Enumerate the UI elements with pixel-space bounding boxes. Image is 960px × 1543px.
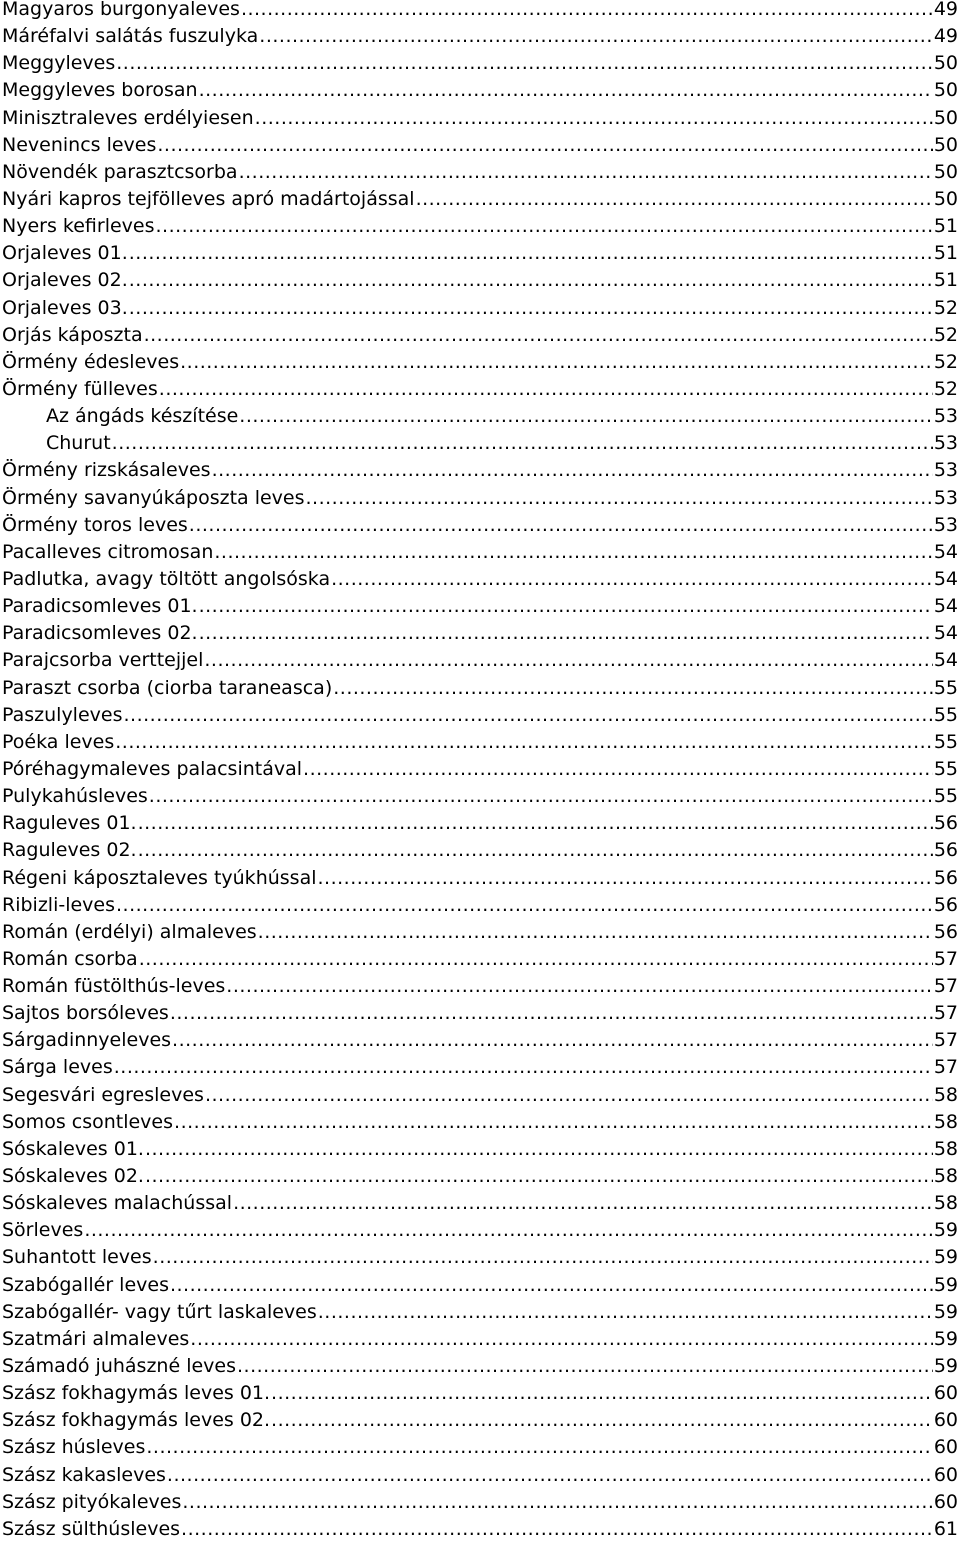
toc-entry-title: Poéka leves bbox=[2, 730, 115, 753]
toc-page-number: 53 bbox=[933, 513, 958, 536]
toc-page-number: 60 bbox=[933, 1409, 958, 1432]
toc-entry[interactable] bbox=[2, 1380, 958, 1407]
toc-page-number: 58 bbox=[933, 1137, 958, 1160]
toc-entry[interactable] bbox=[2, 566, 958, 593]
toc-dot-leader bbox=[116, 50, 933, 77]
toc-entry-title: Paradicsomleves 02. bbox=[2, 622, 198, 645]
toc-dot-leader bbox=[259, 23, 933, 50]
toc-dot-leader bbox=[138, 837, 933, 864]
toc-dot-leader bbox=[172, 1027, 933, 1054]
toc-entry-title: Román füstölthús-leves bbox=[2, 975, 226, 998]
toc-dot-leader bbox=[318, 1299, 933, 1326]
toc-entry[interactable] bbox=[2, 620, 958, 647]
toc-entry-title: Szabógallér- vagy tűrt laskaleves bbox=[2, 1300, 317, 1323]
toc-entry-title: Növendék parasztcsorba bbox=[2, 160, 238, 183]
table-of-contents bbox=[2, 0, 958, 1543]
toc-entry[interactable] bbox=[2, 1244, 958, 1271]
toc-dot-leader bbox=[214, 539, 932, 566]
toc-entry[interactable] bbox=[2, 1000, 958, 1027]
toc-entry[interactable] bbox=[2, 1272, 958, 1299]
toc-page-number: 59 bbox=[933, 1246, 958, 1269]
toc-entry[interactable] bbox=[2, 512, 958, 539]
toc-entry-title: Pacalleves citromosan bbox=[2, 540, 214, 563]
toc-entry[interactable] bbox=[2, 0, 958, 23]
toc-page-number: 50 bbox=[933, 187, 958, 210]
toc-entry[interactable] bbox=[2, 23, 958, 50]
toc-entry-title: Orjaleves 03. bbox=[2, 296, 128, 319]
toc-entry[interactable] bbox=[2, 1136, 958, 1163]
toc-dot-leader bbox=[146, 1434, 932, 1461]
toc-entry-title: Paradicsomleves 01. bbox=[2, 595, 198, 618]
toc-page-number: 59 bbox=[933, 1219, 958, 1242]
toc-page-number: 49 bbox=[933, 25, 958, 48]
toc-entry[interactable] bbox=[2, 159, 958, 186]
toc-entry[interactable] bbox=[2, 132, 958, 159]
toc-page-number: 55 bbox=[933, 785, 958, 808]
toc-entry[interactable] bbox=[2, 322, 958, 349]
toc-dot-leader bbox=[114, 1054, 933, 1081]
toc-entry-title: Szász húsleves bbox=[2, 1436, 146, 1459]
toc-dot-leader bbox=[333, 675, 933, 702]
toc-entry-title: Magyaros burgonyaleves bbox=[2, 0, 240, 20]
toc-page-number: 53 bbox=[933, 432, 958, 455]
toc-page-number: 58 bbox=[933, 1192, 958, 1215]
toc-dot-leader bbox=[167, 1462, 933, 1489]
toc-page-number: 56 bbox=[933, 920, 958, 943]
toc-dot-leader bbox=[241, 0, 933, 23]
toc-dot-leader bbox=[115, 729, 933, 756]
toc-entry-title: Churut bbox=[46, 432, 111, 455]
toc-entry-title: Sóskaleves 01. bbox=[2, 1137, 144, 1160]
toc-page-number: 60 bbox=[933, 1490, 958, 1513]
toc-entry-title: Régeni káposztaleves tyúkhússal bbox=[2, 866, 317, 889]
toc-entry-title: Örmény édesleves bbox=[2, 350, 180, 373]
toc-page-number: 50 bbox=[933, 106, 958, 129]
toc-entry-title: Paraszt csorba (ciorba taraneasca) bbox=[2, 676, 333, 699]
toc-entry[interactable] bbox=[2, 919, 958, 946]
toc-page-number: 52 bbox=[933, 377, 958, 400]
toc-entry-title: Ribizli-leves bbox=[2, 893, 116, 916]
toc-page-number: 51 bbox=[933, 215, 958, 238]
toc-dot-leader bbox=[180, 349, 933, 376]
toc-dot-leader bbox=[258, 919, 933, 946]
toc-page-number: 54 bbox=[933, 622, 958, 645]
toc-dot-leader bbox=[124, 702, 933, 729]
toc-page-number: 53 bbox=[933, 459, 958, 482]
toc-entry[interactable] bbox=[2, 1407, 958, 1434]
toc-entry-title: Sörleves bbox=[2, 1219, 84, 1242]
toc-entry-title: Orjaleves 02. bbox=[2, 269, 128, 292]
toc-dot-leader bbox=[159, 376, 933, 403]
toc-entry[interactable] bbox=[2, 1217, 958, 1244]
toc-dot-leader bbox=[84, 1217, 933, 1244]
toc-page-number: 56 bbox=[933, 893, 958, 916]
toc-page-number: 56 bbox=[933, 812, 958, 835]
toc-dot-leader bbox=[112, 430, 933, 457]
toc-dot-leader bbox=[212, 457, 933, 484]
toc-page-number: 55 bbox=[933, 757, 958, 780]
toc-entry[interactable] bbox=[2, 539, 958, 566]
toc-dot-leader bbox=[239, 159, 933, 186]
toc-page-number: 61 bbox=[933, 1517, 958, 1540]
toc-page-number: 55 bbox=[933, 676, 958, 699]
toc-page-number: 57 bbox=[933, 975, 958, 998]
toc-dot-leader bbox=[139, 946, 933, 973]
toc-page-number: 59 bbox=[933, 1355, 958, 1378]
toc-dot-leader bbox=[129, 240, 933, 267]
toc-dot-leader bbox=[157, 132, 932, 159]
toc-dot-leader bbox=[331, 566, 933, 593]
toc-page-number: 50 bbox=[933, 79, 958, 102]
toc-page-number: 57 bbox=[933, 947, 958, 970]
toc-dot-leader bbox=[129, 295, 933, 322]
toc-entry-title: Nyers kefirleves bbox=[2, 215, 155, 238]
toc-entry-title: Szász kakasleves bbox=[2, 1463, 166, 1486]
toc-page-number: 60 bbox=[933, 1382, 958, 1405]
toc-entry[interactable] bbox=[2, 865, 958, 892]
toc-entry-title: Sárgadinnyeleves bbox=[2, 1029, 172, 1052]
toc-entry-title: Szász sülthúsleves bbox=[2, 1517, 181, 1540]
toc-entry[interactable] bbox=[2, 403, 958, 430]
toc-entry[interactable] bbox=[2, 783, 958, 810]
toc-dot-leader bbox=[226, 973, 933, 1000]
toc-page-number: 53 bbox=[933, 486, 958, 509]
toc-entry-title: Sajtos borsóleves bbox=[2, 1002, 169, 1025]
toc-dot-leader bbox=[174, 1109, 933, 1136]
toc-entry-title: Számadó juhászné leves bbox=[2, 1355, 237, 1378]
toc-dot-leader bbox=[182, 1489, 932, 1516]
toc-entry-title: Póréhagymaleves palacsintával bbox=[2, 757, 303, 780]
toc-entry[interactable] bbox=[2, 295, 958, 322]
toc-entry[interactable] bbox=[2, 1082, 958, 1109]
toc-page-number: 57 bbox=[933, 1029, 958, 1052]
toc-page-number: 55 bbox=[933, 730, 958, 753]
toc-page-number: 50 bbox=[933, 133, 958, 156]
toc-entry[interactable] bbox=[2, 756, 958, 783]
toc-entry-title: Az ángáds készítése bbox=[46, 405, 239, 428]
toc-entry[interactable] bbox=[2, 973, 958, 1000]
toc-page-number: 54 bbox=[933, 649, 958, 672]
toc-dot-leader bbox=[318, 865, 933, 892]
toc-entry-title: Örmény savanyúkáposzta leves bbox=[2, 486, 305, 509]
toc-page-number: 52 bbox=[933, 323, 958, 346]
toc-entry-title: Sóskaleves malachússal bbox=[2, 1192, 233, 1215]
toc-entry-title: Raguleves 01. bbox=[2, 812, 137, 835]
toc-entry[interactable] bbox=[2, 1516, 958, 1543]
toc-page-number: 58 bbox=[933, 1083, 958, 1106]
toc-page-number: 54 bbox=[933, 567, 958, 590]
toc-entry[interactable] bbox=[2, 1027, 958, 1054]
toc-page-number: 57 bbox=[933, 1056, 958, 1079]
toc-entry[interactable] bbox=[2, 1462, 958, 1489]
toc-dot-leader bbox=[149, 783, 933, 810]
toc-dot-leader bbox=[233, 1190, 933, 1217]
toc-entry-title: Szász fokhagymás leves 02. bbox=[2, 1409, 271, 1432]
toc-dot-leader bbox=[303, 756, 933, 783]
toc-page-number: 55 bbox=[933, 703, 958, 726]
toc-entry[interactable] bbox=[2, 647, 958, 674]
toc-entry[interactable] bbox=[2, 593, 958, 620]
toc-entry[interactable] bbox=[2, 1434, 958, 1461]
toc-entry-title: Szabógallér leves bbox=[2, 1273, 169, 1296]
toc-entry-title: Minisztraleves erdélyiesen bbox=[2, 106, 254, 129]
toc-dot-leader bbox=[255, 105, 933, 132]
toc-entry[interactable] bbox=[2, 457, 958, 484]
toc-entry[interactable] bbox=[2, 485, 958, 512]
toc-page-number: 54 bbox=[933, 540, 958, 563]
toc-page-number: 52 bbox=[933, 296, 958, 319]
toc-entry[interactable] bbox=[2, 810, 958, 837]
toc-dot-leader bbox=[306, 485, 933, 512]
toc-entry-title: Meggyleves borosan bbox=[2, 79, 198, 102]
toc-page-number: 57 bbox=[933, 1002, 958, 1025]
toc-dot-leader bbox=[237, 1353, 933, 1380]
toc-entry[interactable] bbox=[2, 50, 958, 77]
toc-dot-leader bbox=[190, 1326, 933, 1353]
toc-entry-title: Máréfalvi salátás fuszulyka bbox=[2, 25, 259, 48]
toc-page-number: 58 bbox=[933, 1110, 958, 1133]
toc-entry[interactable] bbox=[2, 946, 958, 973]
toc-page-number: 51 bbox=[933, 242, 958, 265]
toc-page-number: 52 bbox=[933, 350, 958, 373]
toc-entry[interactable] bbox=[2, 105, 958, 132]
toc-entry[interactable] bbox=[2, 349, 958, 376]
toc-entry[interactable] bbox=[2, 1299, 958, 1326]
toc-entry-title: Örmény toros leves bbox=[2, 513, 188, 536]
toc-dot-leader bbox=[145, 1163, 933, 1190]
toc-entry[interactable] bbox=[2, 430, 958, 457]
toc-dot-leader bbox=[116, 892, 933, 919]
toc-page-number: 51 bbox=[933, 269, 958, 292]
toc-entry-title: Örmény rizskásaleves bbox=[2, 459, 211, 482]
toc-dot-leader bbox=[145, 1136, 933, 1163]
toc-page-number: 53 bbox=[933, 405, 958, 428]
toc-entry-title: Somos csontleves bbox=[2, 1110, 174, 1133]
toc-dot-leader bbox=[144, 322, 933, 349]
toc-entry[interactable] bbox=[2, 729, 958, 756]
toc-dot-leader bbox=[204, 647, 932, 674]
toc-page-number: 60 bbox=[933, 1463, 958, 1486]
toc-entry-title: Paszulyleves bbox=[2, 703, 123, 726]
toc-dot-leader bbox=[189, 512, 933, 539]
toc-entry[interactable] bbox=[2, 837, 958, 864]
toc-dot-leader bbox=[239, 403, 933, 430]
toc-dot-leader bbox=[199, 593, 933, 620]
toc-entry-title: Nyári kapros tejfölleves apró madártojással bbox=[2, 187, 415, 210]
toc-entry[interactable] bbox=[2, 1326, 958, 1353]
toc-entry[interactable] bbox=[2, 267, 958, 294]
toc-entry-title: Román csorba bbox=[2, 947, 138, 970]
toc-dot-leader bbox=[129, 267, 933, 294]
toc-page-number: 50 bbox=[933, 160, 958, 183]
toc-entry-title: Segesvári egresleves bbox=[2, 1083, 204, 1106]
toc-entry[interactable] bbox=[2, 186, 958, 213]
toc-entry-title: Sárga leves bbox=[2, 1056, 113, 1079]
toc-entry-title: Pulykahúsleves bbox=[2, 785, 148, 808]
toc-entry[interactable] bbox=[2, 892, 958, 919]
toc-entry-title: Szász pityókaleves bbox=[2, 1490, 182, 1513]
toc-dot-leader bbox=[205, 1082, 933, 1109]
toc-page-number: 54 bbox=[933, 595, 958, 618]
toc-dot-leader bbox=[153, 1244, 933, 1271]
toc-entry[interactable] bbox=[2, 77, 958, 104]
toc-entry[interactable] bbox=[2, 1489, 958, 1516]
toc-entry[interactable] bbox=[2, 376, 958, 403]
toc-entry[interactable] bbox=[2, 1163, 958, 1190]
toc-dot-leader bbox=[181, 1516, 933, 1543]
toc-page-number: 56 bbox=[933, 866, 958, 889]
toc-entry[interactable] bbox=[2, 702, 958, 729]
toc-dot-leader bbox=[138, 810, 933, 837]
toc-entry-title: Orjaleves 01. bbox=[2, 242, 128, 265]
toc-entry[interactable] bbox=[2, 1054, 958, 1081]
toc-dot-leader bbox=[170, 1000, 933, 1027]
toc-dot-leader bbox=[199, 620, 933, 647]
toc-page-number: 56 bbox=[933, 839, 958, 862]
toc-page-number: 58 bbox=[933, 1165, 958, 1188]
toc-page-number: 60 bbox=[933, 1436, 958, 1459]
toc-dot-leader bbox=[271, 1407, 933, 1434]
toc-entry[interactable] bbox=[2, 675, 958, 702]
toc-dot-leader bbox=[199, 77, 933, 104]
toc-entry-title: Suhantott leves bbox=[2, 1246, 152, 1269]
toc-page-number: 59 bbox=[933, 1300, 958, 1323]
toc-dot-leader bbox=[416, 186, 933, 213]
toc-entry[interactable] bbox=[2, 240, 958, 267]
toc-entry-title: Sóskaleves 02. bbox=[2, 1165, 144, 1188]
toc-entry-title: Örmény fülleves bbox=[2, 377, 158, 400]
toc-entry-title: Parajcsorba verttejjel bbox=[2, 649, 204, 672]
toc-entry-title: Padlutka, avagy töltött angolsóska bbox=[2, 567, 331, 590]
toc-dot-leader bbox=[156, 213, 933, 240]
toc-entry-title: Román (erdélyi) almaleves bbox=[2, 920, 257, 943]
toc-page-number: 50 bbox=[933, 52, 958, 75]
toc-entry-title: Orjás káposzta bbox=[2, 323, 143, 346]
toc-page-number: 59 bbox=[933, 1273, 958, 1296]
toc-entry-title: Nevenincs leves bbox=[2, 133, 157, 156]
toc-dot-leader bbox=[271, 1380, 933, 1407]
toc-entry[interactable] bbox=[2, 1353, 958, 1380]
toc-entry[interactable] bbox=[2, 1109, 958, 1136]
toc-entry[interactable] bbox=[2, 1190, 958, 1217]
toc-dot-leader bbox=[170, 1272, 933, 1299]
toc-entry-title: Szatmári almaleves bbox=[2, 1327, 190, 1350]
toc-page-number: 49 bbox=[933, 0, 958, 20]
toc-entry[interactable] bbox=[2, 213, 958, 240]
toc-entry-title: Raguleves 02. bbox=[2, 839, 137, 862]
toc-page-number: 59 bbox=[933, 1327, 958, 1350]
toc-entry-title: Meggyleves bbox=[2, 52, 116, 75]
toc-entry-title: Szász fokhagymás leves 01. bbox=[2, 1382, 271, 1405]
